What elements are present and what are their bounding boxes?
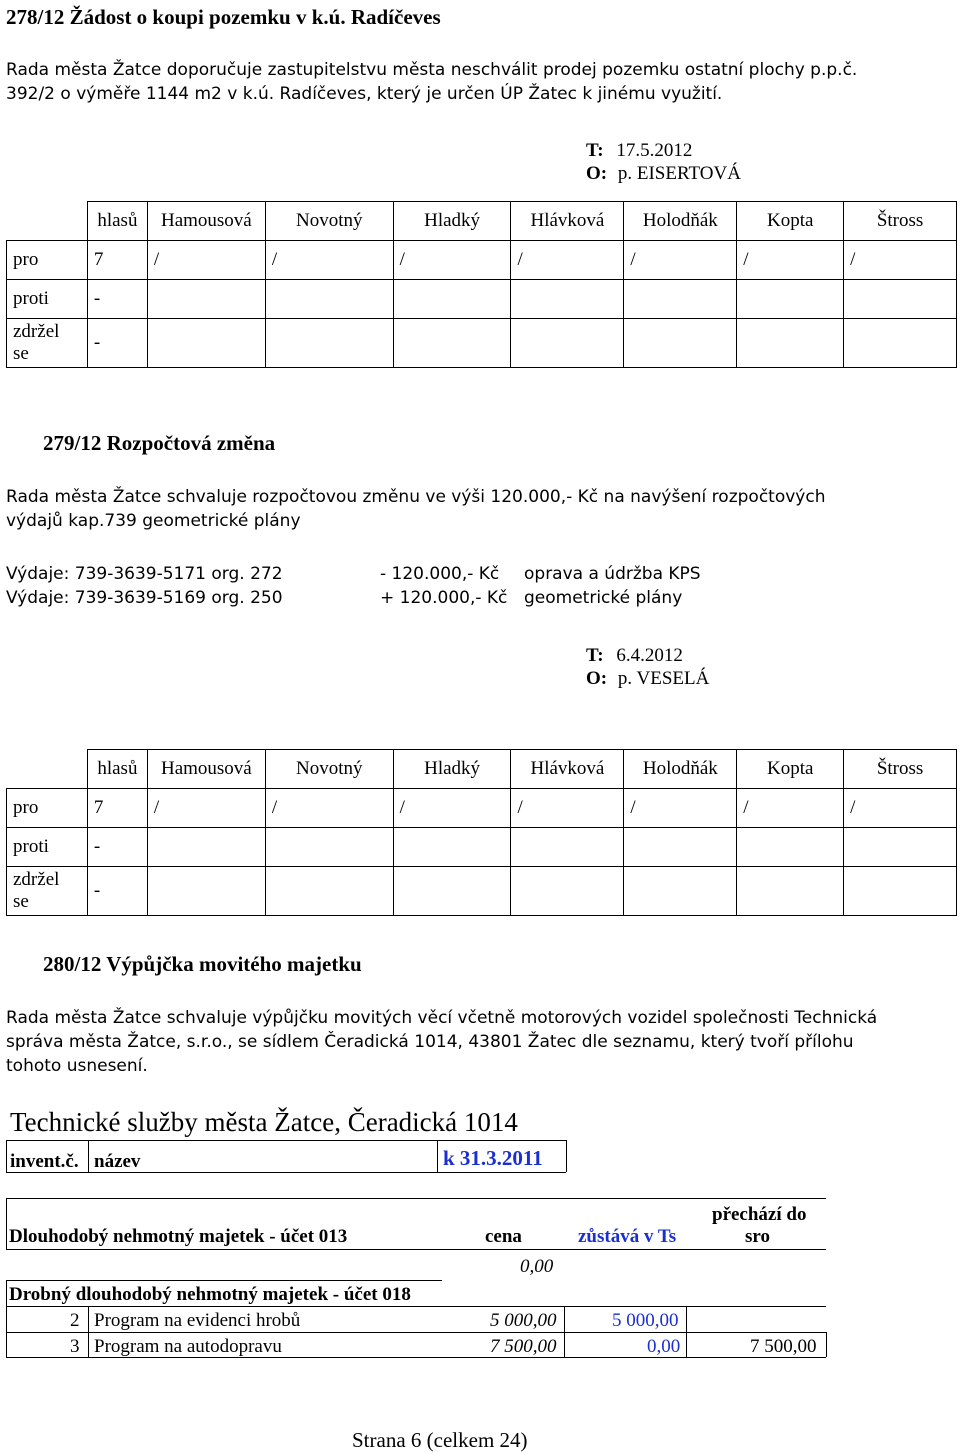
inventory-item-number: 3 <box>70 1336 80 1357</box>
vote-cell <box>737 867 844 916</box>
inventory-item-name: Program na evidenci hrobů <box>94 1310 301 1331</box>
vote-cell: / <box>511 789 624 828</box>
vote-row-label <box>7 319 88 368</box>
vote-cell <box>511 280 624 319</box>
vote-header-cell: Štross <box>844 202 957 241</box>
budget-line1-description: oprava a údržba KPS <box>524 564 701 584</box>
vote-header-cell: hlasů <box>87 750 147 789</box>
vote-header-cell: Kopta <box>737 750 844 789</box>
inventory-col-name: název <box>94 1151 141 1172</box>
vote-row-label-line2: se <box>13 343 29 364</box>
resolution-278-text-line1: Rada města Žatce doporučuje zastupitelstvu města neschválit prodej pozemku ostatní plochy p.p.č. <box>6 60 858 80</box>
responsible-value: p. EISERTOVÁ <box>617 163 741 184</box>
vote-cell: / <box>147 789 265 828</box>
inventory-item-prechazi: 7 500,00 <box>750 1336 817 1357</box>
deadline-line <box>586 140 692 162</box>
inventory-title: Technické služby města Žatce, Čeradická 1014 <box>10 1107 518 1137</box>
col-prechazi-line2: sro <box>745 1226 770 1247</box>
vote-row-label-line1: zdržel <box>13 869 60 890</box>
vote-table-278 <box>6 201 957 368</box>
vote-cell: / <box>265 241 393 280</box>
inventory-item-cena: 7 500,00 <box>490 1336 557 1357</box>
vote-cell: - <box>87 828 147 867</box>
vote-header-row <box>7 202 957 241</box>
vote-cell <box>147 280 265 319</box>
vote-cell: / <box>844 789 957 828</box>
col-zustava: zůstává v Ts <box>578 1226 677 1247</box>
vote-cell: / <box>737 241 844 280</box>
vote-cell: - <box>87 867 147 916</box>
vote-row-label <box>7 867 88 916</box>
vote-header-cell: hlasů <box>87 202 147 241</box>
vote-cell: / <box>624 241 737 280</box>
inventory-item-zustava: 5 000,00 <box>612 1310 679 1331</box>
vote-cell <box>393 867 511 916</box>
responsible-label: O: <box>586 668 608 689</box>
responsible-line <box>586 163 741 185</box>
vote-cell <box>844 319 957 368</box>
vote-header-cell: Hlávková <box>511 750 624 789</box>
vote-table-279 <box>6 749 957 916</box>
vote-row-label-line1: zdržel <box>13 321 60 342</box>
vote-cell: / <box>737 789 844 828</box>
deadline-value: 6.4.2012 <box>616 645 683 666</box>
vote-header-cell: Hlávková <box>511 202 624 241</box>
vote-cell <box>147 319 265 368</box>
inventory-col-date: k 31.3.2011 <box>443 1146 543 1170</box>
vote-cell <box>624 280 737 319</box>
vote-cell <box>265 280 393 319</box>
vote-header-cell: Kopta <box>737 202 844 241</box>
vote-row-proti <box>7 828 957 867</box>
vote-cell <box>265 867 393 916</box>
inventory-item-name: Program na autodopravu <box>94 1336 282 1357</box>
vote-header-row <box>7 750 957 789</box>
vote-header-cell: Holodňák <box>624 202 737 241</box>
vote-row-label: proti <box>7 828 88 867</box>
vote-cell: 7 <box>87 241 147 280</box>
vote-cell <box>393 319 511 368</box>
vote-header-cell: Holodňák <box>624 750 737 789</box>
responsible-label: O: <box>586 163 608 184</box>
group-013-total: 0,00 <box>520 1256 554 1277</box>
vote-header-cell: Novotný <box>265 202 393 241</box>
budget-line2-amount: + 120.000,- Kč <box>380 588 508 608</box>
vote-cell <box>737 280 844 319</box>
page-footer: Strana 6 (celkem 24) <box>352 1428 528 1452</box>
vote-cell: / <box>147 241 265 280</box>
budget-line1-account: Výdaje: 739-3639-5171 org. 272 <box>6 564 283 584</box>
vote-cell <box>147 828 265 867</box>
vote-cell: - <box>87 319 147 368</box>
vote-cell <box>147 867 265 916</box>
vote-cell: / <box>511 241 624 280</box>
vote-cell: 7 <box>87 789 147 828</box>
resolution-279-heading: 279/12 Rozpočtová změna <box>43 431 276 455</box>
vote-cell: / <box>844 241 957 280</box>
vote-cell: - <box>87 280 147 319</box>
vote-row-label: proti <box>7 280 88 319</box>
col-prechazi-line1: přechází do <box>712 1204 807 1225</box>
inventory-item-number: 2 <box>70 1310 80 1331</box>
resolution-278-text-line2: 392/2 o výměře 1144 m2 v k.ú. Radíčeves, který je určen ÚP Žatec k jinému využití. <box>6 84 723 104</box>
vote-cell: / <box>624 789 737 828</box>
vote-row-label-line2: se <box>13 891 29 912</box>
vote-header-cell: Novotný <box>265 750 393 789</box>
vote-row-label: pro <box>7 789 88 828</box>
vote-cell <box>844 867 957 916</box>
vote-row-abstain <box>7 867 957 916</box>
resolution-280-text-line3: tohoto usnesení. <box>6 1056 148 1076</box>
vote-header-cell: Hamousová <box>147 202 265 241</box>
resolution-280-text-line2: správa města Žatce, s.r.o., se sídlem Čeradická 1014, 43801 Žatec dle seznamu, který tvoří přílohu <box>6 1032 854 1052</box>
vote-cell <box>265 319 393 368</box>
responsible-value: p. VESELÁ <box>617 668 710 689</box>
deadline-label: T: <box>586 645 604 666</box>
vote-cell: / <box>393 789 511 828</box>
inventory-col-number: invent.č. <box>10 1151 79 1172</box>
vote-cell <box>844 280 957 319</box>
budget-line2-description: geometrické plány <box>524 588 683 608</box>
vote-cell <box>393 828 511 867</box>
col-cena: cena <box>485 1226 522 1247</box>
resolution-280-heading: 280/12 Výpůjčka movitého majetku <box>43 952 362 976</box>
vote-row-pro <box>7 241 957 280</box>
budget-line2-account: Výdaje: 739-3639-5169 org. 250 <box>6 588 283 608</box>
resolution-280-text-line1: Rada města Žatce schvaluje výpůjčku movitých věcí včetně motorových vozidel společnosti Technická <box>6 1008 878 1028</box>
deadline-value: 17.5.2012 <box>616 140 693 161</box>
vote-cell <box>265 828 393 867</box>
vote-header-cell: Štross <box>844 750 957 789</box>
vote-row-proti <box>7 280 957 319</box>
vote-row-pro <box>7 789 957 828</box>
inventory-item-zustava: 0,00 <box>647 1336 681 1357</box>
vote-cell <box>844 828 957 867</box>
vote-cell <box>737 828 844 867</box>
resolution-278-heading: 278/12 Žádost o koupi pozemku v k.ú. Radíčeves <box>6 5 441 29</box>
vote-header-cell: Hladký <box>393 750 511 789</box>
resolution-279-text-line2: výdajů kap.739 geometrické plány <box>6 511 301 531</box>
vote-cell <box>511 867 624 916</box>
vote-cell <box>511 319 624 368</box>
deadline-label: T: <box>586 140 604 161</box>
vote-row-label: pro <box>7 241 88 280</box>
vote-cell <box>511 828 624 867</box>
vote-cell <box>624 319 737 368</box>
vote-row-abstain <box>7 319 957 368</box>
vote-cell <box>624 828 737 867</box>
vote-cell <box>624 867 737 916</box>
vote-header-cell: Hamousová <box>147 750 265 789</box>
budget-line1-amount: - 120.000,- Kč <box>380 564 500 584</box>
group-018-label: Drobný dlouhodobý nehmotný majetek - účet 018 <box>9 1284 411 1305</box>
vote-cell: / <box>393 241 511 280</box>
deadline-line <box>586 645 683 667</box>
vote-cell <box>393 280 511 319</box>
responsible-line <box>586 668 709 690</box>
group-013-label: Dlouhodobý nehmotný majetek - účet 013 <box>9 1226 348 1247</box>
resolution-279-text-line1: Rada města Žatce schvaluje rozpočtovou změnu ve výši 120.000,- Kč na navýšení rozpočtových <box>6 487 826 507</box>
vote-cell <box>737 319 844 368</box>
vote-header-cell: Hladký <box>393 202 511 241</box>
inventory-item-cena: 5 000,00 <box>490 1310 557 1331</box>
vote-cell: / <box>265 789 393 828</box>
